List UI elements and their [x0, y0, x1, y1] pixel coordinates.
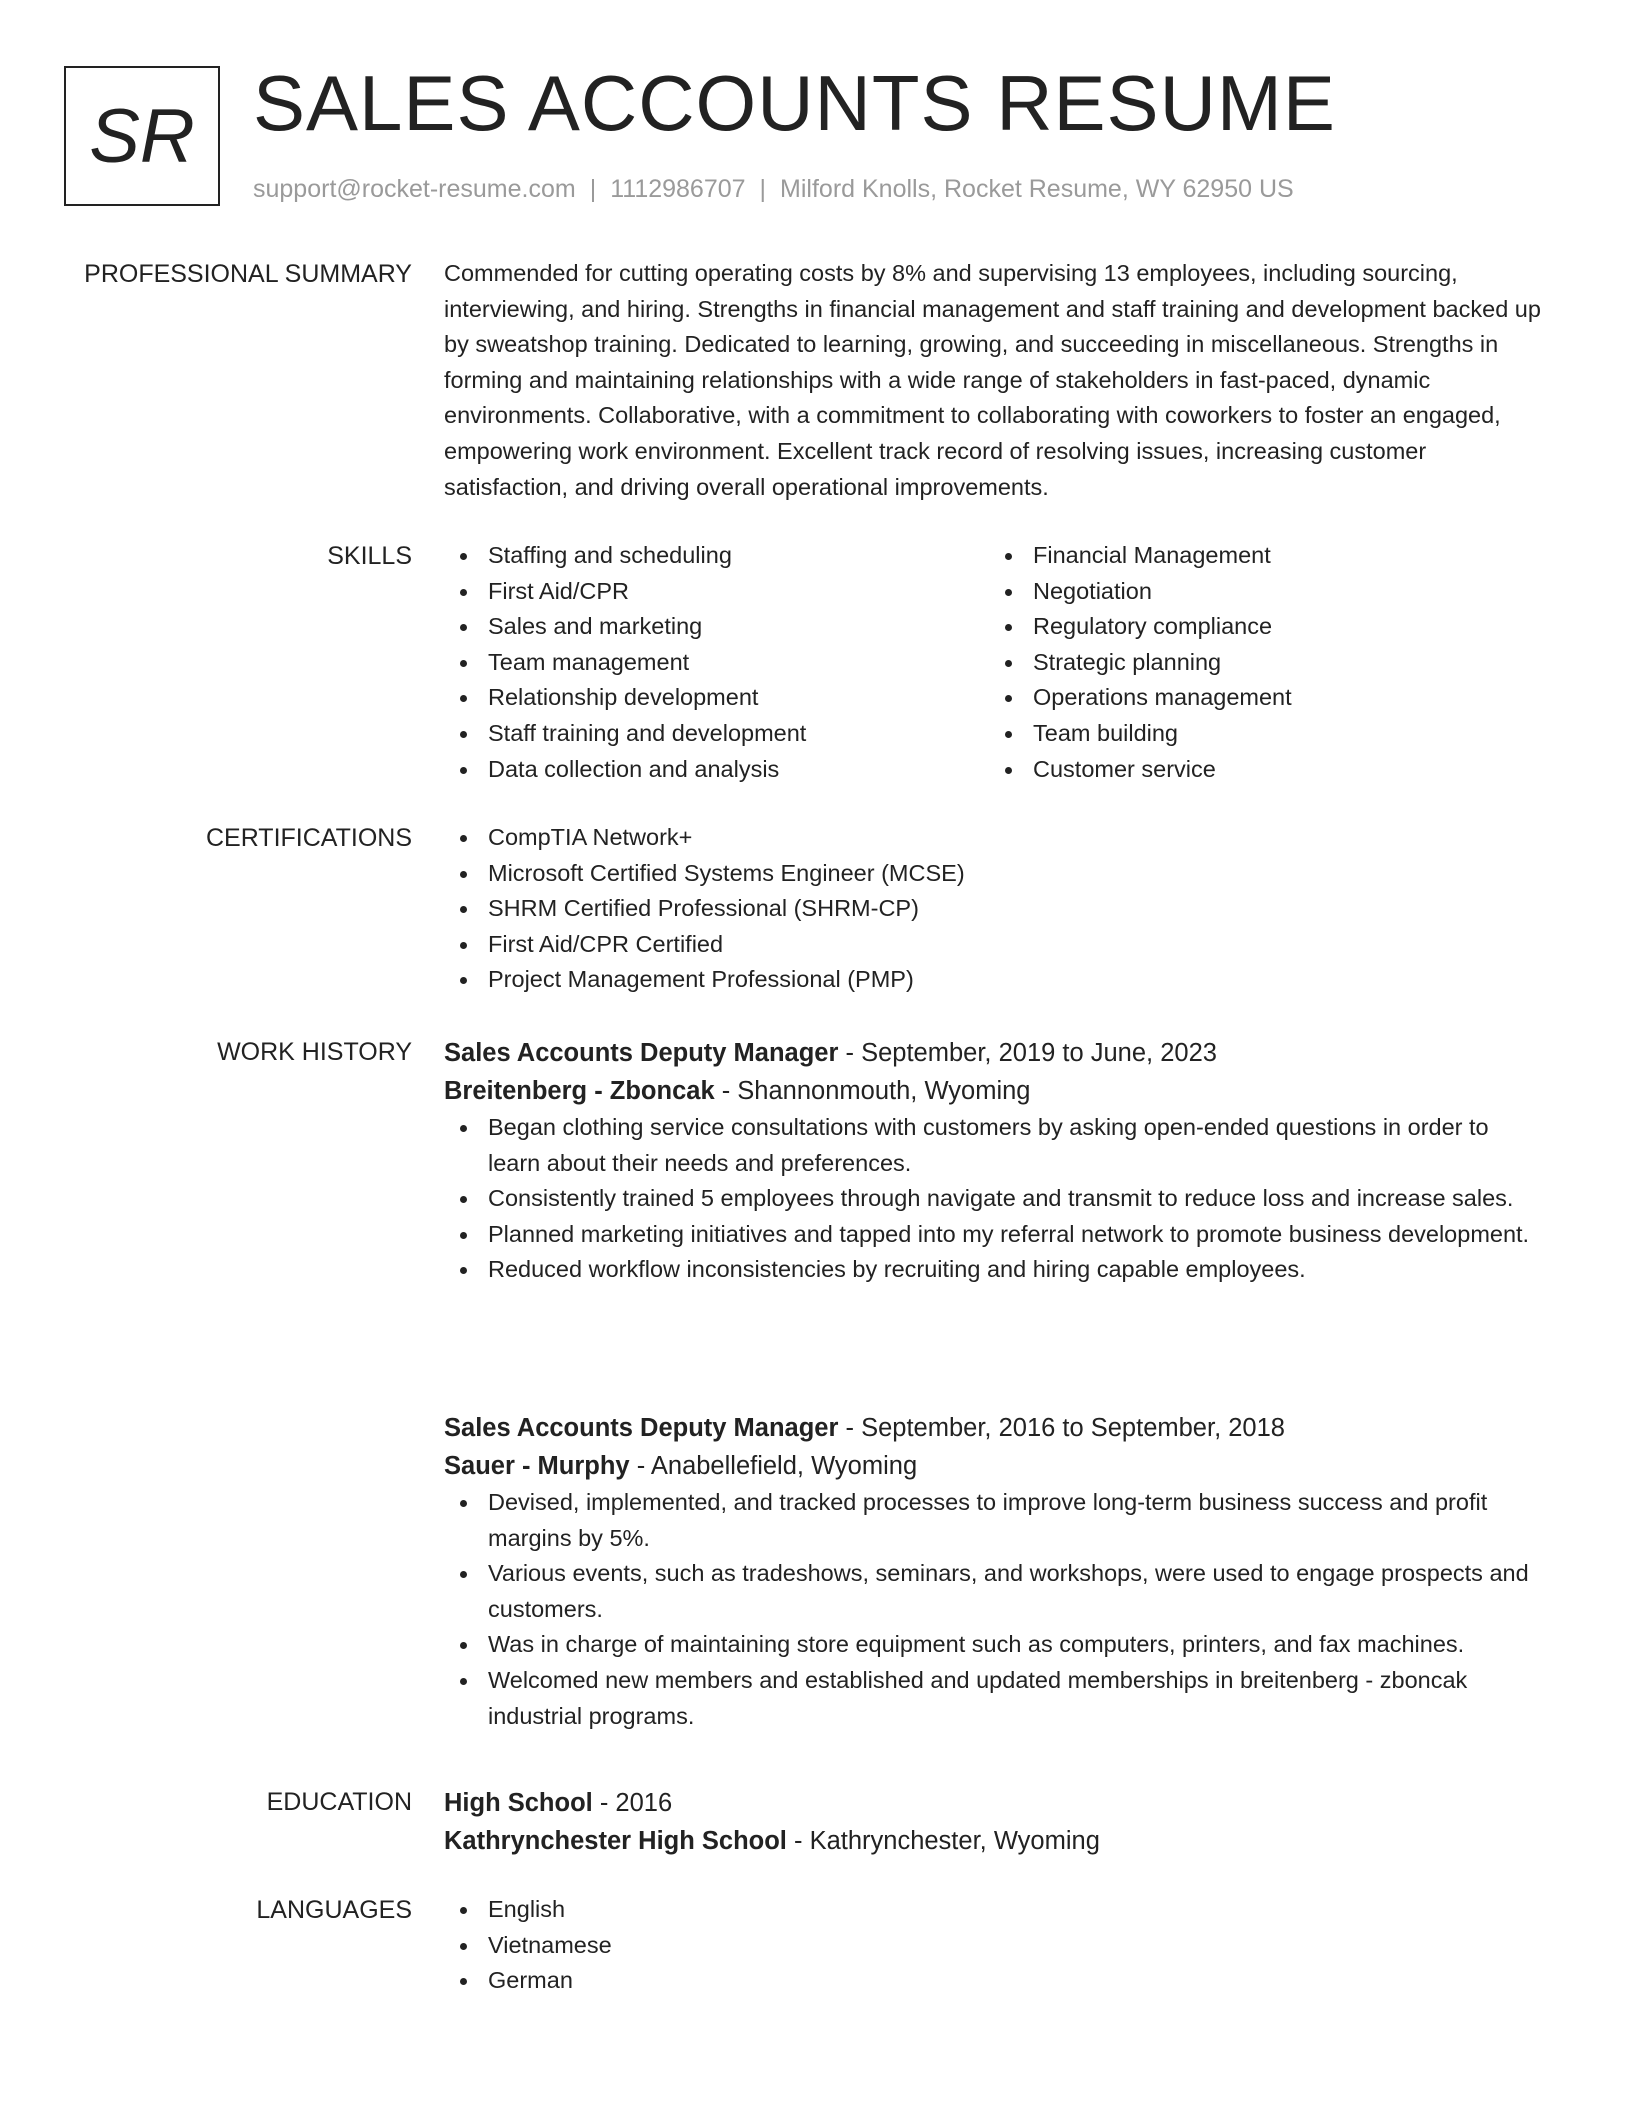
certification-item: CompTIA Network+: [444, 820, 1546, 856]
job-bullet: Planned marketing initiatives and tapped into my referral network to promote business development.: [444, 1217, 1546, 1253]
contact-phone: 1112986707: [610, 175, 746, 203]
education-year: - 2016: [592, 1789, 673, 1817]
job-entry: [444, 1034, 1546, 1288]
job-company: Breitenberg - Zboncak: [444, 1077, 715, 1105]
resume-title: SALES ACCOUNTS RESUME: [253, 59, 1336, 147]
monogram-text: SR: [89, 93, 195, 179]
education-school: Kathrynchester High School: [444, 1827, 787, 1855]
summary-body: [444, 256, 1546, 505]
skill-item: Staff training and development: [444, 716, 989, 752]
education-degree: High School: [444, 1789, 593, 1817]
skill-item: Relationship development: [444, 680, 989, 716]
languages-body: [444, 1892, 1546, 1999]
job-dates: - September, 2019 to June, 2023: [838, 1039, 1217, 1067]
languages-list: [444, 1892, 1546, 1999]
certification-item: Project Management Professional (PMP): [444, 962, 1546, 998]
job-location: - Shannonmouth, Wyoming: [714, 1077, 1031, 1105]
certification-item: SHRM Certified Professional (SHRM-CP): [444, 891, 1546, 927]
certifications-body: [444, 820, 1546, 998]
job-location: - Anabellefield, Wyoming: [629, 1452, 918, 1480]
language-item: Vietnamese: [444, 1928, 1546, 1964]
skills-list-right: [989, 538, 1534, 787]
certification-item: Microsoft Certified Systems Engineer (MCSE): [444, 856, 1546, 892]
skill-item: Regulatory compliance: [989, 609, 1534, 645]
skill-item: Data collection and analysis: [444, 752, 989, 788]
skill-item: First Aid/CPR: [444, 574, 989, 610]
education-body: [444, 1784, 1546, 1860]
skill-item: Negotiation: [989, 574, 1534, 610]
skill-item: Team management: [444, 645, 989, 681]
job-title: Sales Accounts Deputy Manager: [444, 1039, 839, 1067]
job-bullet: Devised, implemented, and tracked processes to improve long-term business success and profit margins by 5%.: [444, 1485, 1546, 1556]
summary-label: PROFESSIONAL SUMMARY: [84, 260, 412, 288]
skill-item: Sales and marketing: [444, 609, 989, 645]
education-label: EDUCATION: [266, 1788, 412, 1816]
skill-item: Financial Management: [989, 538, 1534, 574]
job-bullet: Various events, such as tradeshows, seminars, and workshops, were used to engage prospects and customers.: [444, 1556, 1546, 1627]
job-company: Sauer - Murphy: [444, 1452, 630, 1480]
language-item: English: [444, 1892, 1546, 1928]
certification-item: First Aid/CPR Certified: [444, 927, 1546, 963]
job-bullet: Began clothing service consultations with customers by asking open-ended questions in order to learn about their needs and preferences.: [444, 1110, 1546, 1181]
skill-item: Staffing and scheduling: [444, 538, 989, 574]
language-item: German: [444, 1963, 1546, 1999]
job-bullet: Was in charge of maintaining store equipment such as computers, printers, and fax machines.: [444, 1627, 1546, 1663]
skills-body: [444, 538, 1546, 787]
work-history-label: WORK HISTORY: [217, 1038, 412, 1066]
job-bullets: [444, 1485, 1546, 1734]
job-title-line: [444, 1034, 1546, 1072]
contact-address: Milford Knolls, Rocket Resume, WY 62950 US: [780, 175, 1294, 203]
contact-email: support@rocket-resume.com: [253, 175, 576, 203]
certifications-label: CERTIFICATIONS: [205, 824, 412, 852]
summary-text: Commended for cutting operating costs by 8% and supervising 13 employees, including sourcing, interviewing, and hiring. Strengths in financial management and staff training and development backed up by sweatshop training. Dedicated to learning, growing, and succeeding in miscellaneous. Strengths in forming and maintaining relationships with a wide range of stakeholders in fast-paced, dynamic environments. Collaborative, with a commitment to collaborating with coworkers to foster an engaged, empowering work environment. Excellent track record of resolving issues, increasing customer satisfaction, and driving overall operational improvements.: [444, 260, 1541, 500]
job-title-line: [444, 1409, 1546, 1447]
skill-item: Operations management: [989, 680, 1534, 716]
job-org-line: [444, 1447, 1546, 1485]
job-org-line: [444, 1072, 1546, 1110]
skill-item: Team building: [989, 716, 1534, 752]
job-bullets: [444, 1110, 1546, 1288]
education-school-line: [444, 1822, 1546, 1860]
education-location: - Kathrynchester, Wyoming: [786, 1827, 1100, 1855]
contact-separator: |: [589, 175, 597, 203]
job-dates: - September, 2016 to September, 2018: [838, 1414, 1285, 1442]
job-bullet: Consistently trained 5 employees through navigate and transmit to reduce loss and increase sales.: [444, 1181, 1546, 1217]
skill-item: Customer service: [989, 752, 1534, 788]
job-bullet: Welcomed new members and established and updated memberships in breitenberg - zboncak industrial programs.: [444, 1663, 1546, 1734]
contact-separator: |: [759, 175, 767, 203]
education-degree-line: [444, 1784, 1546, 1822]
job-bullet: Reduced workflow inconsistencies by recruiting and hiring capable employees.: [444, 1252, 1546, 1288]
contact-line: [253, 172, 1294, 206]
monogram-box: [64, 66, 220, 206]
certifications-list: [444, 820, 1546, 998]
job-title: Sales Accounts Deputy Manager: [444, 1414, 839, 1442]
skills-label: SKILLS: [327, 542, 412, 570]
languages-label: LANGUAGES: [256, 1896, 412, 1924]
skills-list-left: [444, 538, 989, 787]
job-entry: [444, 1409, 1546, 1734]
skill-item: Strategic planning: [989, 645, 1534, 681]
